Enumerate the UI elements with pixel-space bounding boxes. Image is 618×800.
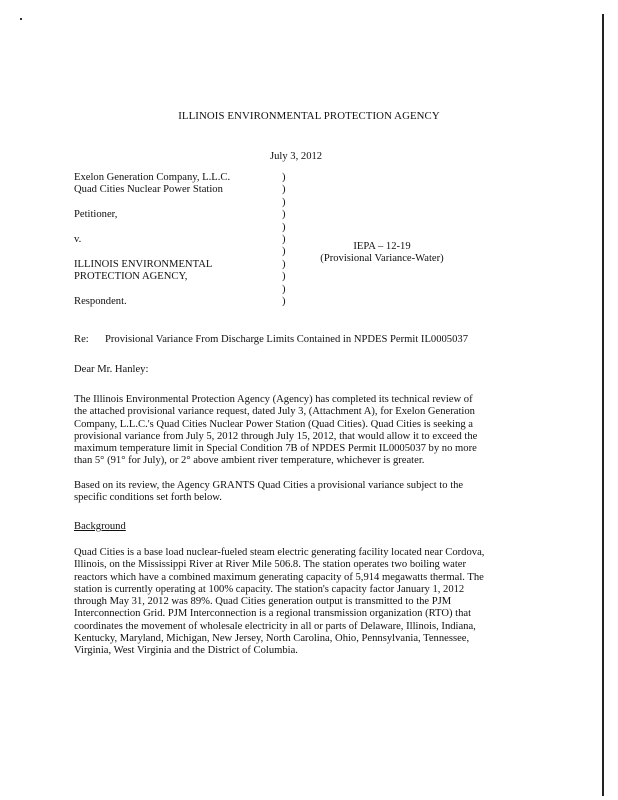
re-subject: Provisional Variance From Discharge Limits Contained in NPDES Permit IL0005037	[105, 334, 468, 345]
caption-paren: )	[282, 295, 286, 307]
caption-party: v.	[74, 233, 82, 245]
caption-paren: )	[282, 258, 286, 270]
caption-paren: )	[282, 172, 286, 183]
document-date: July 3, 2012	[270, 151, 323, 162]
caption-row	[74, 209, 494, 221]
text-line: Kentucky, Maryland, Michigan, New Jersey, North Carolina, Ohio, Pennsylvania, Tennessee,	[74, 633, 470, 645]
text-line: Company, L.L.C.'s Quad Cities Nuclear Power Station (Quad Cities). Quad Cities is seeking a	[74, 418, 474, 430]
caption-paren: )	[282, 196, 286, 208]
text-line: maximum temperature limit in Special Condition 7B of NPDES Permit IL0005037 by no more	[74, 443, 477, 455]
paragraph-grant	[74, 480, 530, 505]
caption-row	[74, 222, 494, 234]
caption-row	[74, 284, 494, 296]
caption-party: Quad Cities Nuclear Power Station	[74, 184, 223, 196]
re-label: Re:	[74, 334, 89, 345]
caption-paren: )	[282, 233, 286, 245]
salutation: Dear Mr. Hanley:	[74, 364, 149, 375]
text-line: Illinois, on the Mississippi River at River Mile 506.8. The station operates two boiling water	[74, 559, 467, 571]
text-line: than 5° (91° for July), or 2° above ambient river temperature, whichever is greater.	[74, 455, 425, 467]
caption-row	[74, 271, 494, 283]
text-line: specific conditions set forth below.	[74, 492, 222, 504]
caption-paren: )	[282, 221, 286, 233]
text-line: reactors which have a combined maximum generating capacity of 5,914 megawatts thermal. The	[74, 571, 484, 583]
text-line: station is currently operating at 100% capacity. The station's capacity factor January 1, 2012	[74, 583, 465, 595]
agency-title: ILLINOIS ENVIRONMENTAL PROTECTION AGENCY	[178, 110, 440, 122]
caption-paren: )	[282, 271, 286, 283]
caption-party: Exelon Generation Company, L.L.C.	[74, 172, 231, 183]
text-line: provisional variance from July 5, 2012 through July 15, 2012, that would allow it to exceed the	[74, 430, 478, 442]
case-number: IEPA – 12-19	[353, 241, 411, 252]
paragraph-review	[74, 394, 530, 468]
scan-speck	[20, 18, 22, 20]
caption-party: Petitioner,	[74, 209, 118, 221]
caption-paren: )	[282, 209, 286, 221]
background-heading: Background	[74, 521, 126, 532]
caption-party: Respondent.	[74, 295, 127, 307]
caption-paren: )	[282, 246, 286, 258]
text-line: The Illinois Environmental Protection Agency (Agency) has completed its technical review of	[74, 394, 473, 405]
text-line: through May 31, 2012 was 89%. Quad Cities generation output is transmitted to the PJM	[74, 596, 452, 608]
text-line: Quad Cities is a base load nuclear-fueled steam electric generating facility located near Cordova,	[74, 547, 485, 558]
caption-row	[74, 184, 494, 196]
case-type: (Provisional Variance-Water)	[320, 253, 444, 264]
text-line: Based on its review, the Agency GRANTS Quad Cities a provisional variance subject to the	[74, 480, 464, 491]
caption-row	[74, 172, 494, 184]
text-line: Virginia, West Virginia and the District of Columbia.	[74, 645, 298, 657]
caption-paren: )	[282, 283, 286, 295]
caption-paren: )	[282, 184, 286, 196]
text-line: the attached provisional variance request, dated July 3, (Attachment A), for Exelon Generation	[74, 406, 475, 418]
caption-party: ILLINOIS ENVIRONMENTAL	[74, 258, 213, 270]
caption-party: PROTECTION AGENCY,	[74, 271, 188, 283]
caption-row	[74, 296, 494, 308]
scan-page-edge	[602, 14, 604, 796]
paragraph-background	[74, 547, 530, 658]
text-line: Interconnection Grid. PJM Interconnection is a regional transmission organization (RTO) that	[74, 608, 472, 620]
caption-row	[74, 197, 494, 209]
text-line: coordinates the movement of wholesale electricity in all or parts of Delaware, Illinois, Indiana,	[74, 620, 476, 632]
